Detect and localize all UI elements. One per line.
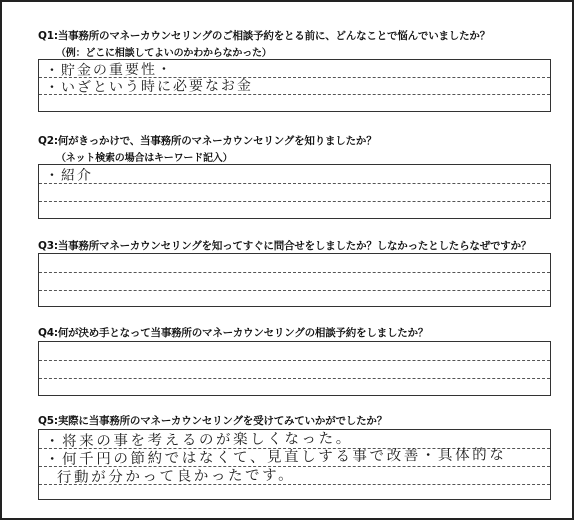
- answer-rule: [39, 183, 550, 184]
- q3-answer-box[interactable]: [38, 253, 551, 307]
- q2-answer-box[interactable]: [38, 164, 551, 219]
- q1-answer-line-2: ・いざという時に必要なお金: [44, 77, 254, 96]
- q1-question: Q1:当事務所のマネーカウンセリングのご相談予約をとる前に、どんなことで悩んでいましたか？: [38, 30, 491, 42]
- q5-answer-box[interactable]: [38, 429, 551, 500]
- q5-answer-line-3: 行動が分かって良かったです。: [56, 467, 296, 486]
- answer-rule: [39, 272, 550, 273]
- q2-note: （ネット検索の場合はキーワード記入）: [56, 153, 233, 164]
- q2-question: Q2:何がきっかけで、当事務所のマネーカウンセリングを知りましたか？: [38, 135, 377, 147]
- q1-answer-line-1: ・貯金の重要性・: [44, 61, 174, 79]
- q1-note: （例：どこに相談してよいのかわからなかった）: [56, 48, 272, 59]
- answer-rule: [39, 201, 550, 202]
- answer-rule: [39, 290, 550, 291]
- q1-answer-box[interactable]: [38, 59, 551, 112]
- answer-rule: [39, 360, 550, 361]
- q4-answer-box[interactable]: [38, 341, 551, 396]
- q2-answer-line-1: ・紹介: [44, 167, 94, 184]
- q5-answer-line-1: ・将来の事を考えるのが楽しくなった。: [44, 430, 353, 450]
- answer-rule: [39, 378, 550, 379]
- q4-question: Q4:何が決め手となって当事務所のマネーカウンセリングの相談予約をしましたか？: [38, 327, 429, 339]
- q5-answer-line-2: ・何千円の節約ではなくて、見直しする事で改善・具体的な: [44, 447, 507, 468]
- q3-question: Q3:当事務所マネーカウンセリングを知ってすぐに問合せをしましたか？しなかったとしたらなぜですか？: [38, 240, 532, 252]
- q5-question: Q5:実際に当事務所のマネーカウンセリングを受けてみていかがでしたか？: [38, 415, 388, 427]
